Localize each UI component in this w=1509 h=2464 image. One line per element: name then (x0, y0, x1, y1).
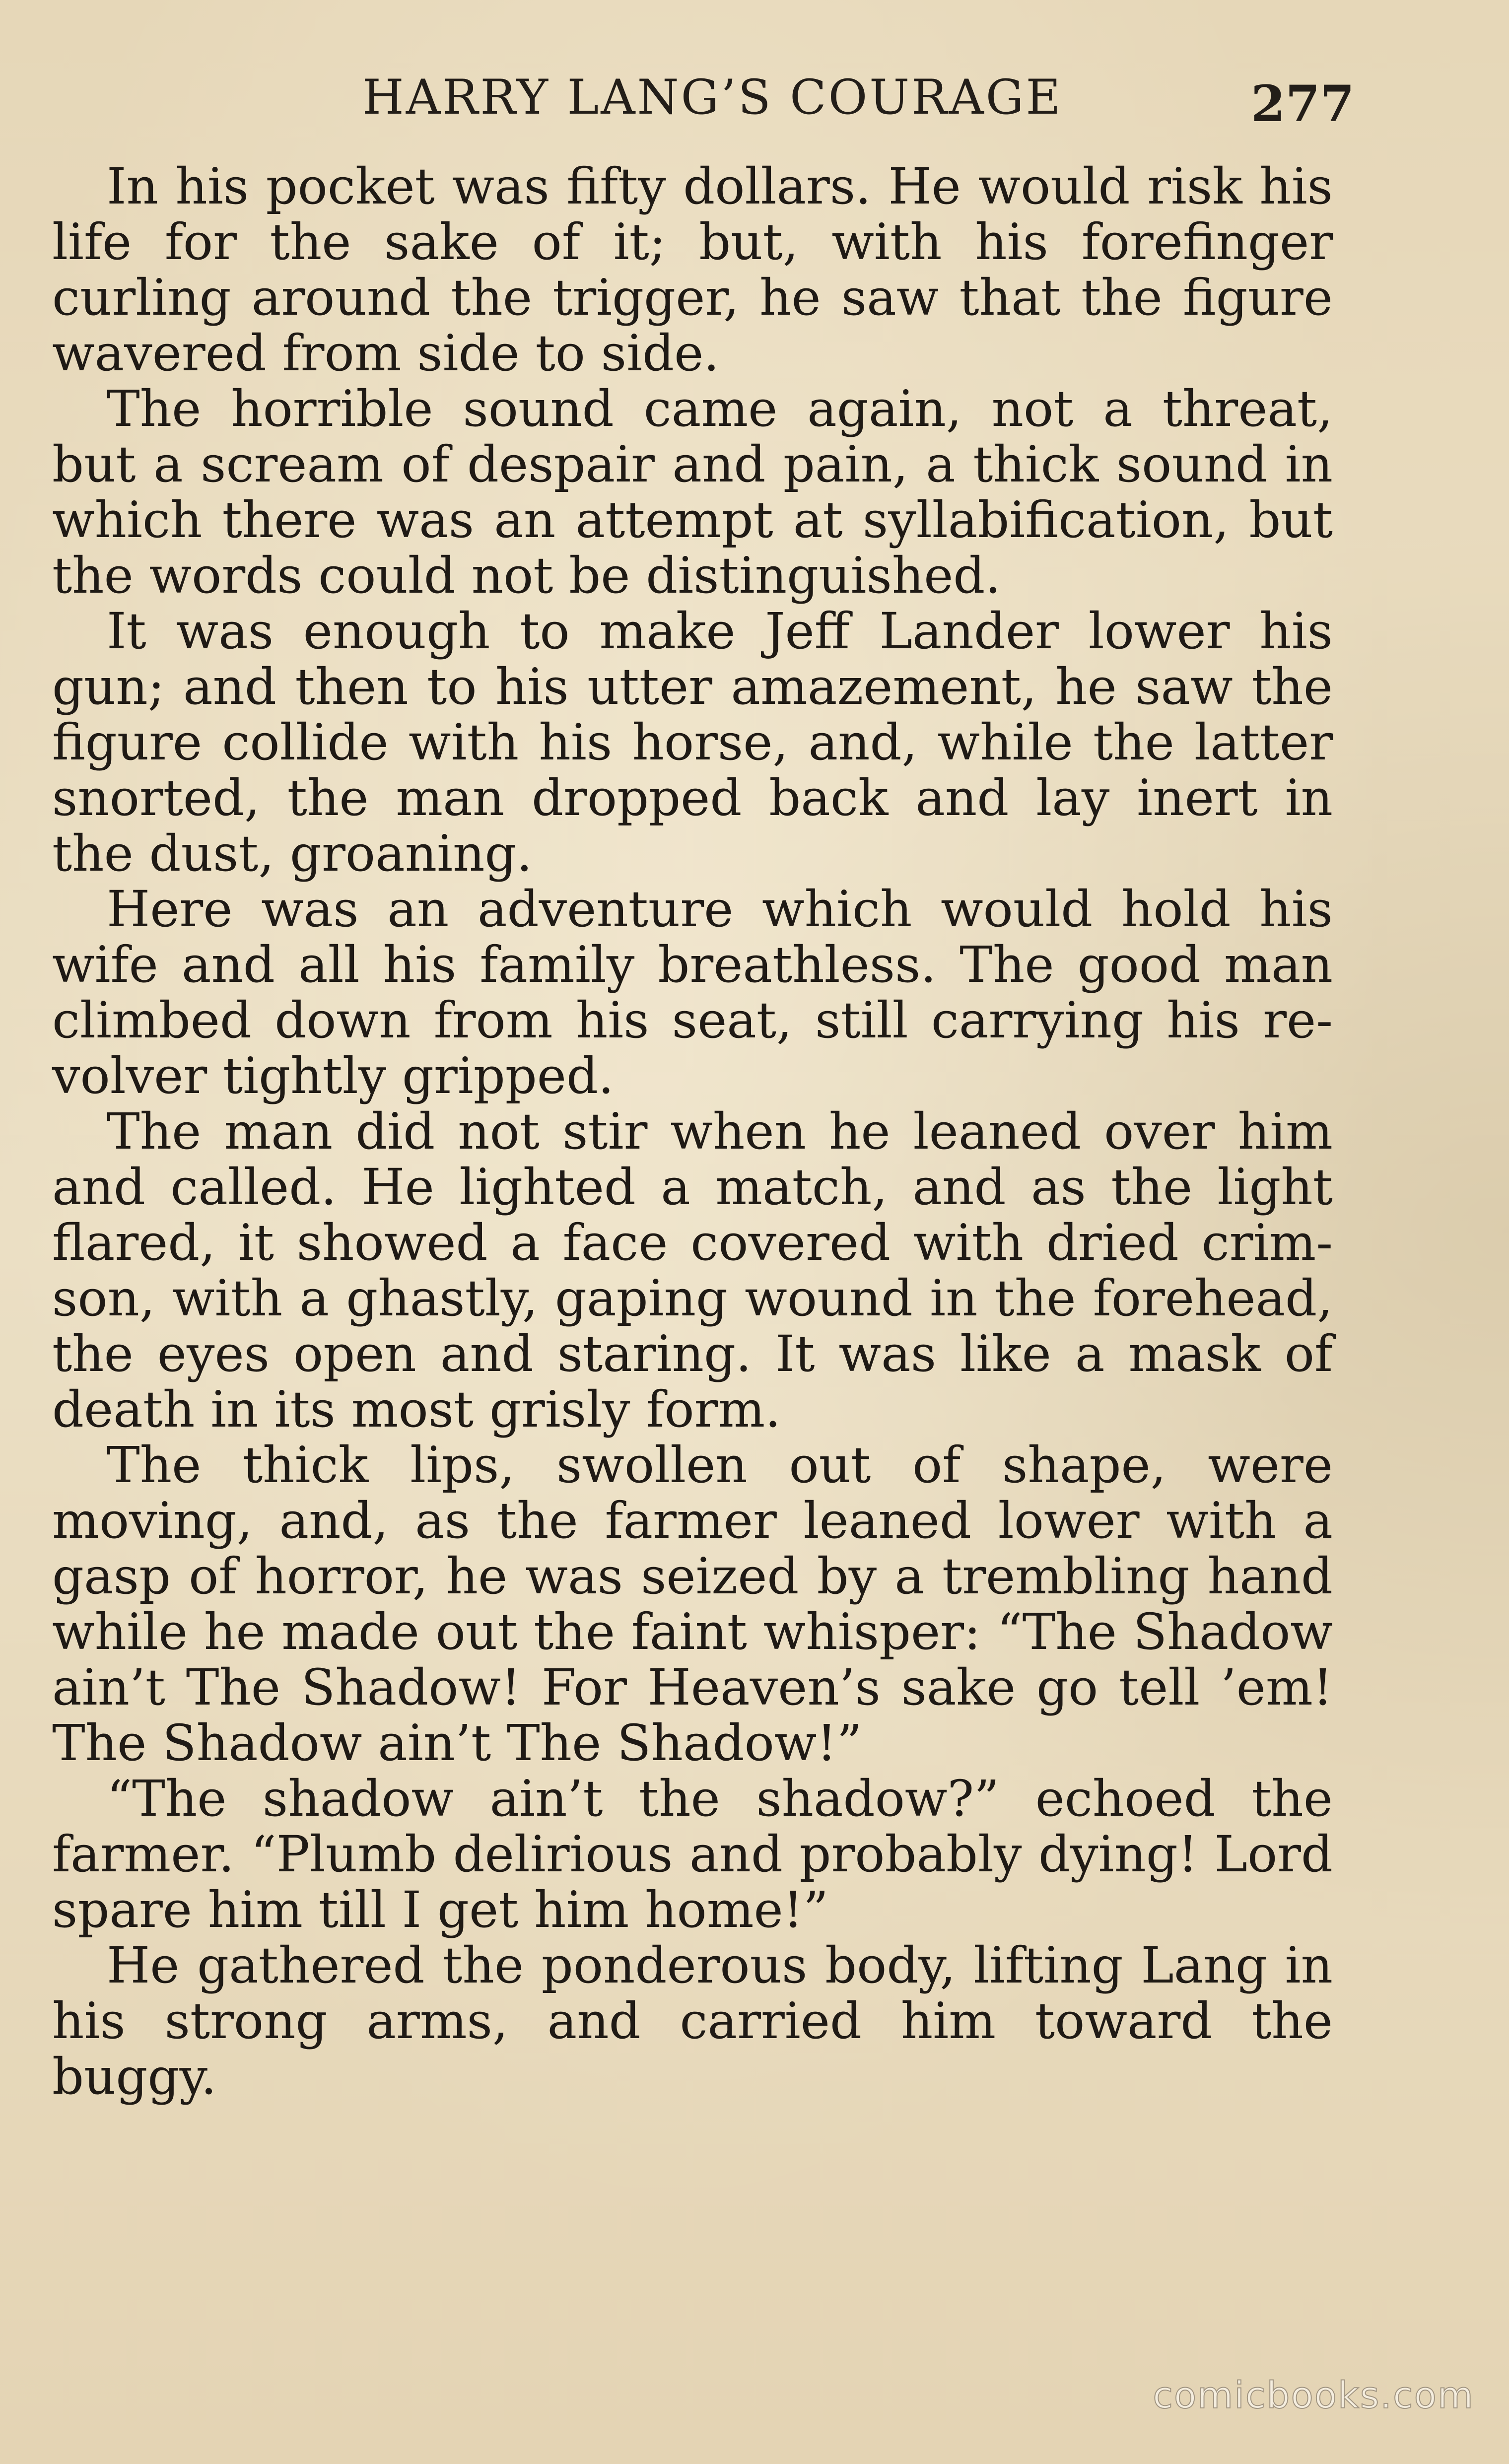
paragraph: He gathered the ponderous body, lifting Lang in his strong arms, and carried him toward the buggy. (52, 1936, 1333, 2106)
paragraph: The horrible sound came again, not a threat, but a scream of despair and pain, a thick sound in which there was an attempt at syllabification, but the words could not be distinguished. (52, 380, 1333, 605)
paragraph: In his pocket was fifty dollars. He would risk his life for the sake of it; but, with his forefinger curling around the trigger, he saw that the figure wavered from side to side. (52, 157, 1333, 382)
paragraph: It was enough to make Jeff Lander lower his gun; and then to his utter amazement, he saw the figure collide with his horse, and, while the latter snorted, the man dropped back and lay inert in the dust, groaning. (52, 602, 1333, 883)
paragraph: The thick lips, swollen out of shape, were moving, and, as the farmer leaned lower with a gasp of horror, he was seized by a trembling hand while he made out the faint whisper: “The Shadow ain’t The Shadow! For Heaven’s sake go tell ’em! The Shadow ain’t The Shadow!” (52, 1436, 1333, 1772)
running-head: HARRY LANG’S COURAGE (362, 69, 1063, 125)
body-text (52, 159, 1333, 2105)
paragraph: “The shadow ain’t the shadow?” echoed the farmer. “Plumb delirious and probably dying! Lord spare him till I get him home!” (52, 1770, 1333, 1939)
page-number: 277 (1251, 74, 1355, 133)
paragraph: The man did not stir when he leaned over him and called. He lighted a match, and as the light flared, it showed a face covered with dried crimson, with a ghastly, gaping wound in the forehead, the eyes open and staring. It was like a mask of death in its most grisly form. (52, 1102, 1333, 1438)
watermark: comicbooks.com (1153, 2374, 1474, 2417)
paragraph: Here was an adventure which would hold his wife and all his family breathless. The good man climbed down from his seat, still carrying his revolver tightly gripped. (52, 880, 1333, 1105)
